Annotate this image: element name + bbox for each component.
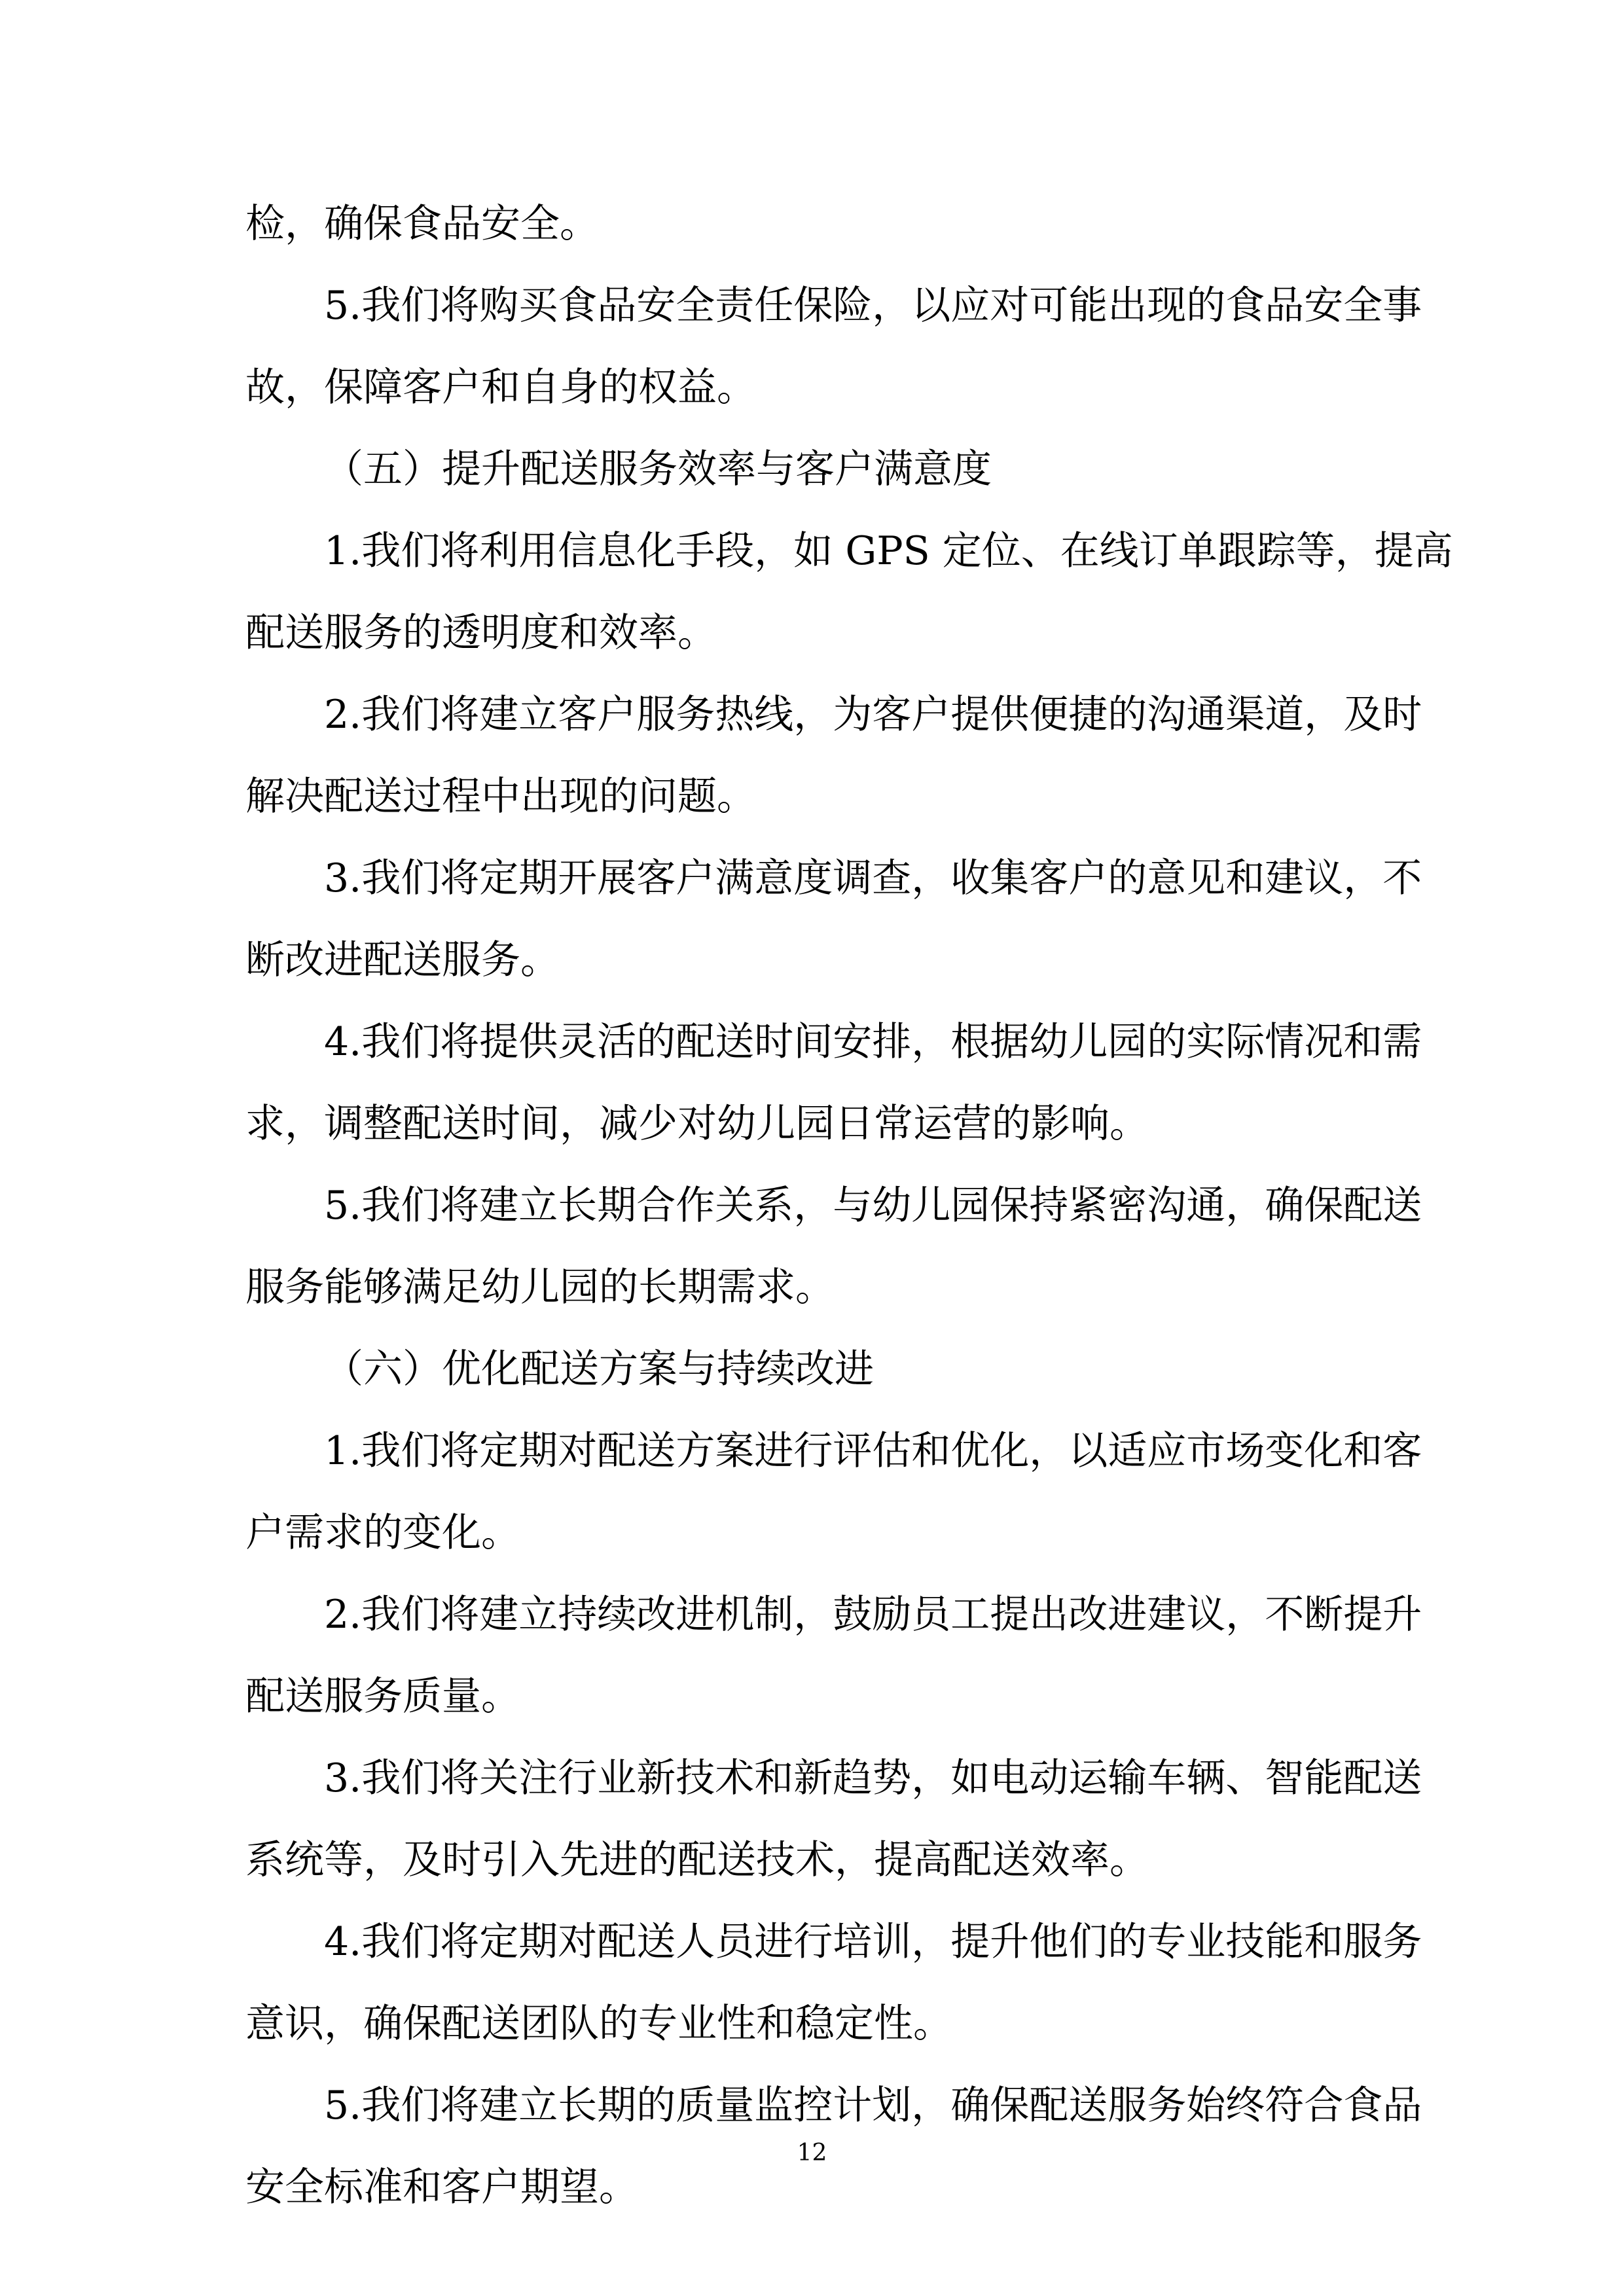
text-line: 安全标准和客户期望。 (245, 2164, 638, 2210)
text-line: 2.我们将建立客户服务热线，为客户提供便捷的沟通渠道，及时 (324, 692, 1422, 738)
text-line: 3.我们将定期开展客户满意度调查，收集客户的意见和建议，不 (324, 855, 1422, 901)
text-line: 配送服务质量。 (245, 1674, 520, 1719)
text-line: 断改进配送服务。 (245, 937, 560, 983)
text-line: 5.我们将建立长期的质量监控计划，确保配送服务始终符合食品 (324, 2083, 1422, 2128)
text-line: 2.我们将建立持续改进机制，鼓励员工提出改进建议，不断提升 (324, 1592, 1422, 1638)
text-line: 4.我们将提供灵活的配送时间安排，根据幼儿园的实际情况和需 (324, 1019, 1422, 1065)
text-line: 3.我们将关注行业新技术和新趋势，如电动运输车辆、智能配送 (324, 1755, 1422, 1801)
text-line: 户需求的变化。 (245, 1510, 520, 1556)
text-line: 服务能够满足幼儿园的长期需求。 (245, 1265, 835, 1310)
text-line: 1.我们将利用信息化手段，如 GPS 定位、在线订单跟踪等，提高 (324, 528, 1453, 574)
text-line: 故，保障客户和自身的权益。 (245, 365, 756, 410)
text-line: 配送服务的透明度和效率。 (245, 610, 717, 656)
document-body (245, 183, 1453, 2229)
text-line: 5.我们将购买食品安全责任保险，以应对可能出现的食品安全事 (324, 283, 1422, 329)
text-line: 1.我们将定期对配送方案进行评估和优化，以适应市场变化和客 (324, 1428, 1422, 1474)
text-line: 检，确保食品安全。 (245, 201, 599, 247)
text-line: 意识，确保配送团队的专业性和稳定性。 (245, 2001, 952, 2047)
text-line: 4.我们将定期对配送人员进行培训，提升他们的专业技能和服务 (324, 1919, 1422, 1965)
text-line: 5.我们将建立长期合作关系，与幼儿园保持紧密沟通，确保配送 (324, 1183, 1422, 1229)
page-number: 12 (797, 2140, 827, 2166)
section-heading-5: （五）提升配送服务效率与客户满意度 (324, 446, 992, 492)
text-line: 解决配送过程中出现的问题。 (245, 774, 756, 819)
section-heading-6: （六）优化配送方案与持续改进 (324, 1346, 874, 1392)
text-line: 求，调整配送时间，减少对幼儿园日常运营的影响。 (245, 1101, 1149, 1147)
text-line: 系统等，及时引入先进的配送技术，提高配送效率。 (245, 1837, 1149, 1883)
